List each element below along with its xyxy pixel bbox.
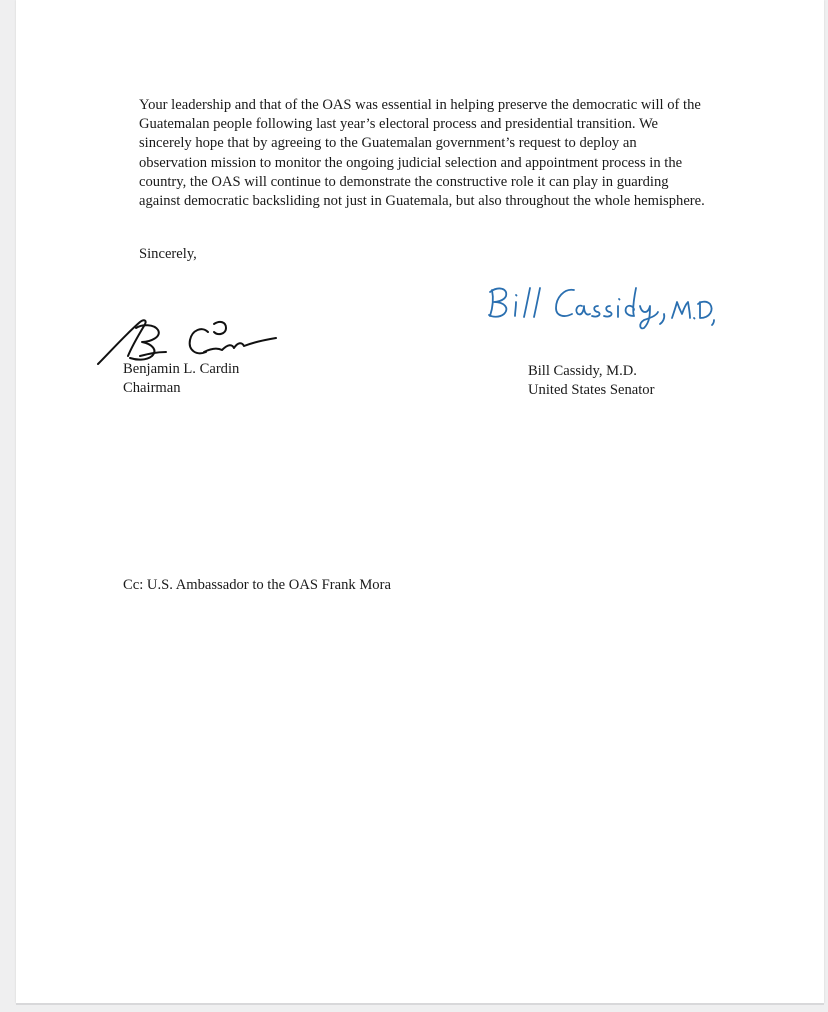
body-line: observation mission to monitor the ongoing judicial selection and appointment process in the xyxy=(139,154,683,171)
cassidy-signature-strokes xyxy=(489,288,714,328)
signatory-name: Bill Cassidy, M.D. xyxy=(528,363,637,379)
letter-body-paragraph xyxy=(139,96,739,211)
body-line: country, the OAS will continue to demonstrate the constructive role it can play in guarding xyxy=(139,173,669,190)
body-line: Guatemalan people following last year’s electoral process and presidential transition. We xyxy=(139,116,659,133)
page-edge xyxy=(16,1003,824,1005)
cardin-signature-strokes xyxy=(98,320,276,364)
body-line: against democratic backsliding not just in Guatemala, but also throughout the whole hemisphere. xyxy=(139,193,705,210)
signatory-block-cassidy xyxy=(528,362,654,400)
signatory-title: Chairman xyxy=(123,380,181,396)
closing-salutation: Sincerely, xyxy=(139,246,197,262)
body-line: Your leadership and that of the OAS was essential in helping preserve the democratic will of the xyxy=(139,97,701,113)
body-line: sincerely hope that by agreeing to the Guatemalan government’s request to deploy an xyxy=(139,135,637,152)
cassidy-signature xyxy=(484,282,719,332)
document-page xyxy=(16,0,824,1003)
cc-line: Cc: U.S. Ambassador to the OAS Frank Mora xyxy=(123,577,391,593)
signatory-block-cardin xyxy=(123,360,239,398)
signatory-name: Benjamin L. Cardin xyxy=(123,361,240,377)
signatory-title: United States Senator xyxy=(528,382,655,398)
